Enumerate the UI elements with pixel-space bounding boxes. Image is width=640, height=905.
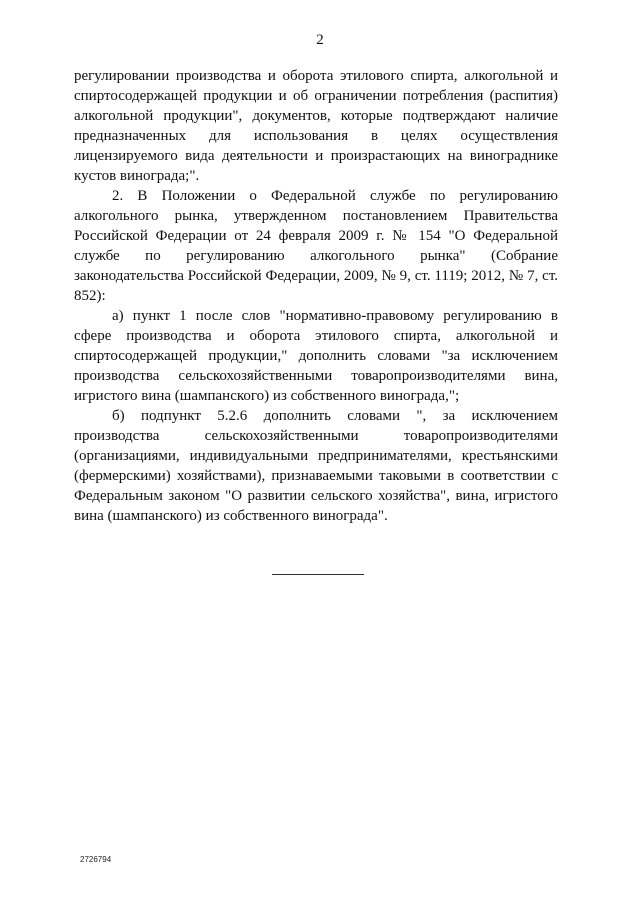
document-id: 2726794 <box>80 855 112 864</box>
paragraph-continuation: регулировании производства и оборота этилового спирта, алкогольной и спиртосодержащей продукции и об ограничении потребления (распития) алкогольной продукции", документов, которые подтверждают наличие предназначенных для использования в целях осуществления лицензируемого вида деятельности и произрастающих на винограднике кустов винограда;". <box>74 68 558 184</box>
end-divider <box>272 574 364 575</box>
paragraph-item-2: 2. В Положении о Федеральной службе по регулированию алкогольного рынка, утвержденном постановлением Правительства Российской Федерации от 24 февраля 2009 г. № 154 "О Федеральной службе по регулированию алкогольного рынка" (Собрание законодательства Российской Федерации, 2009, № 9, ст. 1119; 2012, № 7, ст. 852): <box>74 188 558 304</box>
paragraph-sub-a: а) пункт 1 после слов "нормативно-правовому регулированию в сфере производства и оборота этилового спирта, алкогольной и спиртосодержащей продукции," дополнить словами "за исключением производства сельскохозяйственными товаропроизводителями вина, игристого вина (шампанского) из собственного винограда,"; <box>74 308 558 404</box>
page-number: 2 <box>316 32 324 48</box>
document-body <box>74 66 558 526</box>
paragraph-sub-b: б) подпункт 5.2.6 дополнить словами ", за исключением производства сельскохозяйственными товаропроизводителями (организациями, индивидуальными предпринимателями, крестьянскими (фермерскими) хозяйствами), признаваемыми таковыми в соответствии с Федеральным законом "О развитии сельского хозяйства", вина, игристого вина (шампанского) из собственного винограда". <box>74 408 558 524</box>
